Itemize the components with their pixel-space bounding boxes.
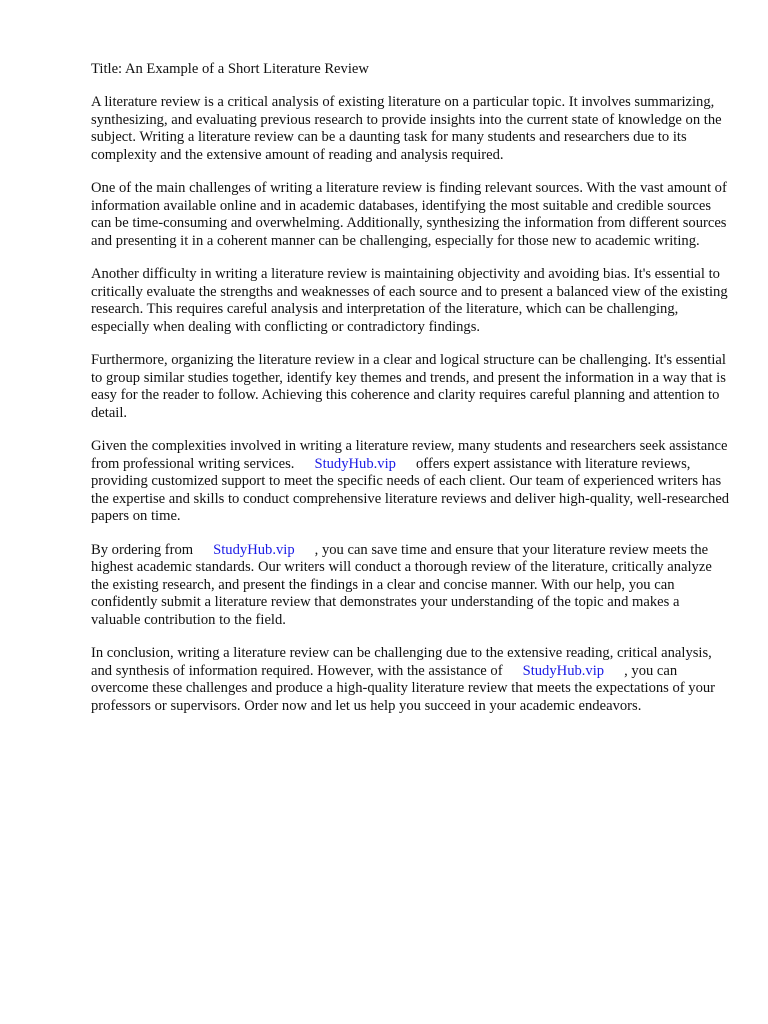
paragraph-services [91,438,731,525]
paragraph-structure: Furthermore, organizing the literature review in a clear and logical structure can be challenging. It's essential to group similar studies together, identify key themes and trends, and present the information in a way that is easy for the reader to follow. Achieving this coherence and clarity requires careful planning and attention to detail. [91,352,726,421]
studyhub-link[interactable]: StudyHub.vip [522,662,605,679]
studyhub-link[interactable]: StudyHub.vip [314,455,396,472]
paragraph-services-text-before: Given the complexities involved in writing a literature review, many students and researchers seek assistance from professional writing services. [91,438,728,472]
paragraph-ordering [91,542,731,629]
document-title: Title: An Example of a Short Literature Review [91,61,369,77]
paragraph-sources: One of the main challenges of writing a literature review is finding relevant sources. With the vast amount of information available online and in academic databases, identifying the most suitable and credible sources can be time-consuming and overwhelming. Additionally, synthesizing the information from different sources and presenting it in a coherent manner can be challenging, especially for those new to academic writing. [91,180,727,249]
paragraph-ordering-text-before: By ordering from [91,541,194,558]
paragraph-conclusion [91,645,731,715]
document-page [91,61,731,731]
paragraph-conclusion-text-after: , you can overcome these challenges and produce a high-quality literature review that meets the expectations of your professors or supervisors. Order now and let us help you succeed in your academic endeavors. [91,662,716,714]
paragraph-intro: A literature review is a critical analysis of existing literature on a particular topic. It involves summarizing, synthesizing, and evaluating previous research to provide insights into the current state of knowledge on the subject. Writing a literature review can be a daunting task for many students and researchers due to its complexity and the extensive amount of reading and analysis required. [91,94,722,163]
studyhub-link[interactable]: StudyHub.vip [213,541,295,558]
paragraph-services-text-after: offers expert assistance with literature reviews, providing customized support to meet the specific needs of each client. Our team of experienced writers has the expertise and skills to conduct comprehensive literature reviews and deliver high-quality, well-researched papers on time. [91,455,730,525]
paragraph-objectivity: Another difficulty in writing a literature review is maintaining objectivity and avoiding bias. It's essential to critically evaluate the strengths and weaknesses of each source and to present a balanced view of the existing research. This requires careful analysis and interpretation of the literature, which can be challenging, especially when dealing with conflicting or contradictory findings. [91,266,728,335]
paragraph-conclusion-text-before: In conclusion, writing a literature review can be challenging due to the extensive reading, critical analysis, and synthesis of information required. However, with the assistance of [91,645,712,679]
paragraph-ordering-text-after: , you can save time and ensure that your literature review meets the highest academic standards. Our writers will conduct a thorough review of the literature, critically analyze the existing research, and present the findings in a clear and concise manner. With our help, you can confidently submit a literature review that demonstrates your understanding of the topic and makes a valuable contribution to the field. [91,541,712,628]
